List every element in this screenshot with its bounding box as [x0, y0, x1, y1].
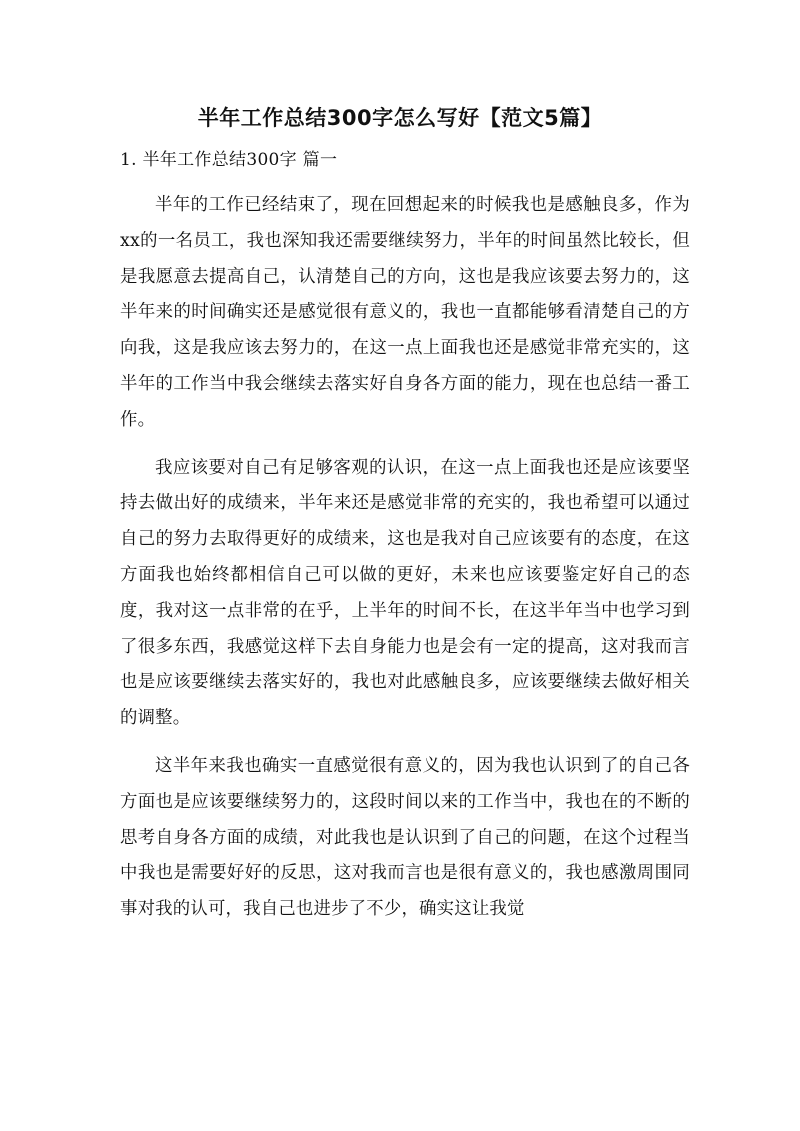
document-title: 半年工作总结300字怎么写好【范文5篇】 [197, 106, 603, 130]
section-heading: 1. 半年工作总结300字 篇一 [120, 150, 338, 170]
document-body [120, 188, 690, 940]
paragraph-2: 我应该要对自己有足够客观的认识，在这一点上面我也还是应该要坚持去做出好的成绩来，半年来还是感觉非常的充实的，我也希望可以通过自己的努力去取得更好的成绩来，这也是我对自己应该要有的态度，在这方面我也始终都相信自己可以做的更好，未来也应该要鉴定好自己的态度，我对这一点非常的在乎，上半年的时间不长，在这半年当中也学习到了很多东西，我感觉这样下去自身能力也是会有一定的提高，这对我而言也是应该要继续去落实好的，我也对此感触良多，应该要继续去做好相关的调整。 [120, 457, 690, 729]
paragraph-3: 这半年来我也确实一直感觉很有意义的，因为我也认识到了的自己各方面也是应该要继续努力的，这段时间以来的工作当中，我也在的不断的思考自身各方面的成绩，对此我也是认识到了自己的问题，在这个过程当中我也是需要好好的反思，这对我而言也是很有意义的，我也感激周围同事对我的认可，我自己也进步了不少，确实这让我觉 [120, 755, 690, 920]
paragraph-1: 半年的工作已经结束了，现在回想起来的时候我也是感触良多，作为xx的一名员工，我也深知我还需要继续努力，半年的时间虽然比较长，但是我愿意去提高自己，认清楚自己的方向，这也是我应该要去努力的，这半年来的时间确实还是感觉很有意义的，我也一直都能够看清楚自己的方向我，这是我应该去努力的，在这一点上面我也还是感觉非常充实的，这半年的工作当中我会继续去落实好自身各方面的能力，现在也总结一番工作。 [120, 195, 690, 430]
